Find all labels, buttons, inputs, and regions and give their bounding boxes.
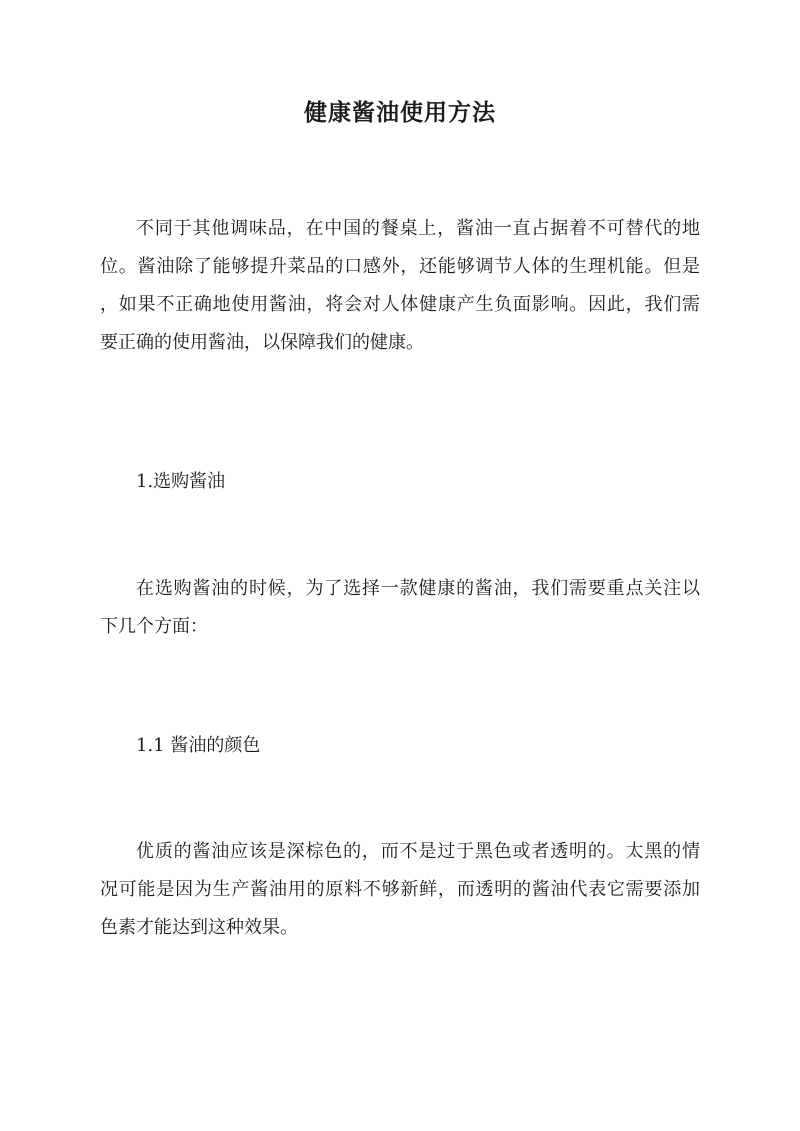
paragraph-line: ，如果不正确地使用酱油，将会对人体健康产生负面影响。因此，我们需	[100, 294, 700, 315]
intro-paragraph	[100, 210, 700, 362]
document-title: 健康酱油使用方法	[304, 99, 496, 126]
paragraph-line: 下几个方面：	[100, 616, 208, 637]
section-1-1-paragraph	[100, 833, 700, 947]
section-heading: 1.选购酱油	[136, 471, 226, 492]
paragraph-line: 况可能是因为生产酱油用的原料不够新鲜，而透明的酱油代表它需要添加	[100, 879, 700, 900]
section-1-paragraph	[100, 570, 700, 646]
paragraph-line: 要正确的使用酱油，以保障我们的健康。	[100, 332, 424, 353]
subsection-heading: 1.1 酱油的颜色	[136, 735, 261, 756]
paragraph-line: 色素才能达到这种效果。	[100, 917, 298, 938]
paragraph-line: 在选购酱油的时候，为了选择一款健康的酱油，我们需要重点关注以	[136, 578, 700, 599]
paragraph-line: 位。酱油除了能够提升菜品的口感外，还能够调节人体的生理机能。但是	[100, 256, 700, 277]
paragraph-line: 不同于其他调味品，在中国的餐桌上，酱油一直占据着不可替代的地	[136, 218, 700, 239]
paragraph-line: 优质的酱油应该是深棕色的，而不是过于黑色或者透明的。太黑的情	[136, 841, 700, 862]
